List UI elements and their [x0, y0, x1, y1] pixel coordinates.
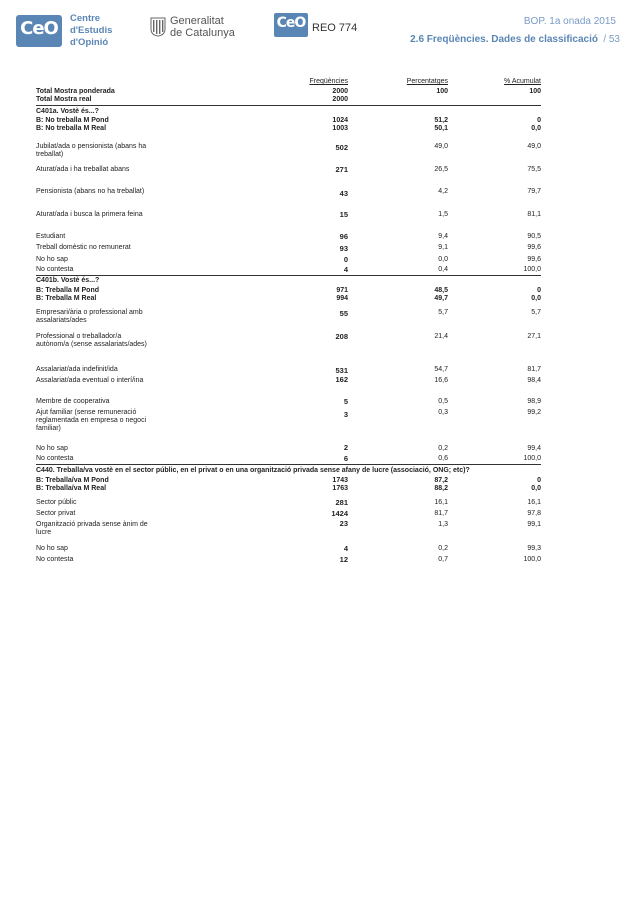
- row-pct: 0,7: [438, 556, 448, 563]
- row-freq: 12: [339, 555, 348, 564]
- page-number: / 53: [603, 34, 620, 45]
- row-acum: 99,3: [527, 545, 541, 552]
- base-pct: 48,5: [434, 287, 448, 294]
- generalitat-shield-icon: [150, 17, 166, 37]
- row-acum: 100,0: [523, 455, 541, 462]
- row-freq: 93: [339, 244, 348, 253]
- divider: [36, 464, 541, 465]
- row-pct: 0,6: [438, 455, 448, 462]
- divider: [36, 105, 541, 106]
- row-label: No ho sap: [36, 445, 68, 452]
- base-label: B: Treballa/va M Real: [36, 485, 107, 492]
- total-weighted-label: Total Mostra ponderada: [36, 88, 115, 95]
- base-acum: 0: [537, 287, 541, 294]
- row-freq: 4: [343, 265, 348, 274]
- row-pct: 9,1: [438, 244, 448, 251]
- row-acum: 99,1: [527, 521, 541, 528]
- row-pct: 0,3: [438, 409, 448, 416]
- base-label: B: Treballa M Pond: [36, 287, 100, 294]
- base-label: B: Treballa/va M Pond: [36, 477, 109, 484]
- row-freq: 531: [335, 366, 348, 375]
- col-header-pct: Percentatges: [406, 78, 448, 85]
- row-label: No contesta: [36, 455, 74, 462]
- row-label: Treball domèstic no remunerat: [36, 244, 131, 251]
- base-label: B: No treballa M Real: [36, 125, 107, 132]
- divider: [36, 275, 541, 276]
- row-acum: 100,0: [523, 556, 541, 563]
- base-freq: 1743: [332, 477, 348, 484]
- row-freq: 2: [343, 443, 348, 452]
- row-label: Sector públic: [36, 499, 77, 506]
- row-pct: 1,3: [438, 521, 448, 528]
- section-title: 2.6 Freqüències. Dades de classificació: [410, 34, 598, 45]
- row-pct: 9,4: [438, 233, 448, 240]
- row-acum: 99,4: [527, 445, 541, 452]
- base-freq: 1024: [332, 117, 348, 124]
- row-freq: 43: [339, 189, 348, 198]
- row-freq: 6: [343, 454, 348, 463]
- row-label: Assalariat/ada eventual o interí/ina: [36, 377, 144, 384]
- row-label: Sector privat: [36, 510, 76, 517]
- row-freq: 23: [339, 519, 348, 528]
- row-label: Organització privada sense ànim de lucre: [36, 521, 148, 536]
- row-acum: 5,7: [531, 309, 541, 316]
- base-acum: 0,0: [531, 485, 541, 492]
- row-acum: 75,5: [527, 166, 541, 173]
- ceo-name-line: d'Estudis: [70, 25, 113, 36]
- row-pct: 4,2: [438, 188, 448, 195]
- row-acum: 97,8: [527, 510, 541, 517]
- base-pct: 87,2: [434, 477, 448, 484]
- row-pct: 0,2: [438, 545, 448, 552]
- row-label: No contesta: [36, 266, 74, 273]
- base-pct: 50,1: [434, 125, 448, 132]
- row-acum: 81,7: [527, 366, 541, 373]
- row-acum: 79,7: [527, 188, 541, 195]
- row-freq: 502: [335, 143, 348, 152]
- row-label: Membre de cooperativa: [36, 398, 110, 405]
- row-freq: 3: [343, 410, 348, 419]
- report-id: REO 774: [312, 22, 358, 34]
- row-freq: 96: [339, 232, 348, 241]
- row-freq: 208: [335, 332, 348, 341]
- total-pct: 100: [436, 88, 448, 95]
- base-acum: 0: [537, 477, 541, 484]
- row-label: Estudiant: [36, 233, 66, 240]
- row-label: Professional o treballador/a autònom/a (sense assalariats/ades): [36, 333, 147, 348]
- generalitat-name-line: Generalitat: [170, 15, 224, 27]
- row-pct: 1,5: [438, 211, 448, 218]
- row-label: Pensionista (abans no ha treballat): [36, 188, 145, 195]
- row-acum: 90,5: [527, 233, 541, 240]
- row-pct: 54,7: [434, 366, 448, 373]
- row-acum: 99,6: [527, 256, 541, 263]
- row-pct: 0,5: [438, 398, 448, 405]
- total-real-freq: 2000: [332, 96, 348, 103]
- generalitat-name-line: de Catalunya: [170, 27, 235, 39]
- row-acum: 49,0: [527, 143, 541, 150]
- row-freq: 55: [339, 309, 348, 318]
- base-acum: 0: [537, 117, 541, 124]
- base-freq: 971: [336, 287, 348, 294]
- row-pct: 16,6: [434, 377, 448, 384]
- row-pct: 21,4: [434, 333, 448, 340]
- row-pct: 0,4: [438, 266, 448, 273]
- ceo-logo: [16, 15, 62, 47]
- base-pct: 51,2: [434, 117, 448, 124]
- row-freq: 4: [343, 544, 348, 553]
- row-freq: 5: [343, 397, 348, 406]
- row-pct: 0,0: [438, 256, 448, 263]
- row-freq: 15: [339, 210, 348, 219]
- col-header-freq: Freqüències: [309, 78, 348, 85]
- generalitat-name: [170, 15, 235, 39]
- row-label: Assalariat/ada indefinit/ida: [36, 366, 118, 373]
- base-label: B: Treballa M Real: [36, 295, 97, 302]
- ceo-small-logo: [274, 13, 308, 37]
- row-pct: 16,1: [434, 499, 448, 506]
- row-label: Empresari/ària o professional amb assalariats/ades: [36, 309, 143, 324]
- total-weighted-freq: 2000: [332, 88, 348, 95]
- row-acum: 98,4: [527, 377, 541, 384]
- row-acum: 99,2: [527, 409, 541, 416]
- row-freq: 1424: [331, 509, 348, 518]
- row-label: No ho sap: [36, 256, 68, 263]
- row-freq: 162: [335, 375, 348, 384]
- row-freq: 271: [335, 165, 348, 174]
- base-acum: 0,0: [531, 125, 541, 132]
- total-acum: 100: [529, 88, 541, 95]
- row-acum: 16,1: [527, 499, 541, 506]
- row-label: Jubilat/ada o pensionista (abans ha treballat): [36, 143, 147, 158]
- base-label: B: No treballa M Pond: [36, 117, 109, 124]
- row-pct: 5,7: [438, 309, 448, 316]
- row-freq: 0: [343, 255, 348, 264]
- base-pct: 49,7: [434, 295, 448, 302]
- report-title: BOP. 1a onada 2015: [523, 16, 616, 27]
- row-pct: 26,5: [434, 166, 448, 173]
- ceo-logo-text: CeO: [20, 18, 58, 39]
- question-title: C401a. Vostè és...?: [36, 108, 99, 115]
- base-acum: 0,0: [531, 295, 541, 302]
- row-pct: 81,7: [434, 510, 448, 517]
- row-acum: 27,1: [527, 333, 541, 340]
- base-pct: 88,2: [434, 485, 448, 492]
- row-acum: 99,6: [527, 244, 541, 251]
- ceo-small-logo-text: CeO: [276, 15, 306, 31]
- ceo-name-line: Centre: [70, 13, 101, 24]
- row-acum: 100,0: [523, 266, 541, 273]
- question-title: C401b. Vostè és...?: [36, 277, 100, 284]
- row-acum: 81,1: [527, 211, 541, 218]
- row-label: Aturat/ada i busca la primera feina: [36, 211, 143, 218]
- row-freq: 281: [335, 498, 348, 507]
- base-freq: 994: [336, 295, 348, 302]
- ceo-name: [70, 13, 112, 49]
- question-title: C440. Treballa/va vostè en el sector públic, en el privat o en una organització privada sense afany de lucre (associació, ONG; etc)?: [36, 467, 470, 474]
- row-pct: 0,2: [438, 445, 448, 452]
- row-label: Aturat/ada i ha treballat abans: [36, 166, 130, 173]
- total-real-label: Total Mostra real: [36, 96, 92, 103]
- row-label: No contesta: [36, 556, 74, 563]
- row-label: No ho sap: [36, 545, 68, 552]
- col-header-acum: % Acumulat: [504, 78, 541, 85]
- row-acum: 98,9: [527, 398, 541, 405]
- row-label: Ajut familiar (sense remuneració reglamentada en empresa o negoci familiar): [36, 409, 147, 432]
- base-freq: 1003: [332, 125, 348, 132]
- base-freq: 1763: [332, 485, 348, 492]
- row-pct: 49,0: [434, 143, 448, 150]
- ceo-name-line: d'Opinió: [70, 37, 109, 48]
